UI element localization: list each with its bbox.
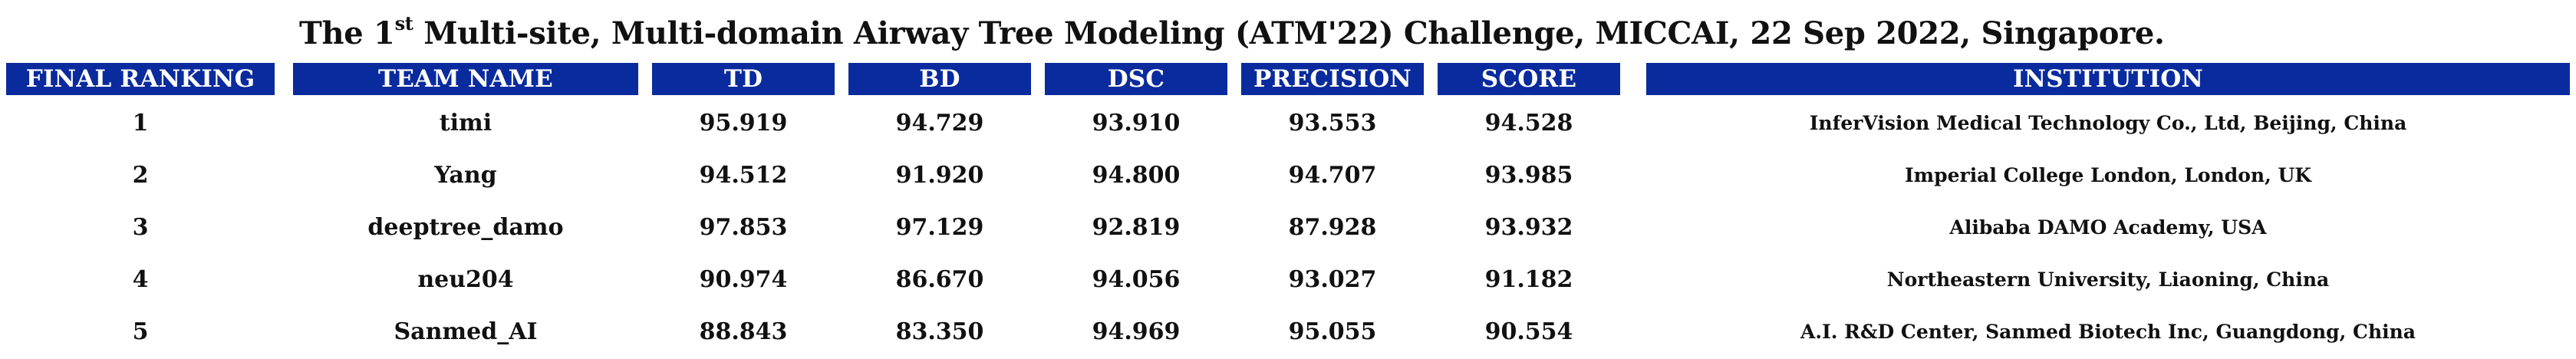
title-prefix: The 1 xyxy=(299,15,395,51)
cell-bd: 94.729 xyxy=(895,109,984,137)
table-row xyxy=(0,253,2576,305)
cell-dsc: 93.910 xyxy=(1092,109,1181,137)
title-superscript: st xyxy=(394,12,413,35)
cell-td: 95.919 xyxy=(699,109,788,137)
cell-precision: 87.928 xyxy=(1288,213,1377,241)
cell-team: Yang xyxy=(434,161,497,189)
cell-dsc: 92.819 xyxy=(1092,213,1181,241)
title-suffix: Multi-site, Multi-domain Airway Tree Modeling (ATM'22) Challenge, MICCAI, 22 Sep 2022, Singapore. xyxy=(413,15,2165,51)
table-row xyxy=(0,201,2576,253)
cell-td: 94.512 xyxy=(699,161,788,189)
header-team-name: TEAM NAME xyxy=(293,63,638,95)
cell-dsc: 94.056 xyxy=(1092,265,1181,293)
cell-institution: Imperial College London, London, UK xyxy=(1904,163,2312,186)
header-final-ranking: FINAL RANKING xyxy=(6,63,275,95)
page-title xyxy=(299,11,2165,57)
cell-bd: 91.920 xyxy=(895,161,984,189)
header-dsc: DSC xyxy=(1045,63,1227,95)
cell-rank: 5 xyxy=(132,318,149,345)
cell-team: deeptree_damo xyxy=(367,213,564,241)
cell-precision: 95.055 xyxy=(1288,318,1377,345)
cell-td: 88.843 xyxy=(699,318,788,345)
header-institution: INSTITUTION xyxy=(1646,63,2570,95)
cell-score: 91.182 xyxy=(1484,265,1573,293)
table-row xyxy=(0,149,2576,201)
cell-rank: 1 xyxy=(132,109,149,137)
cell-rank: 4 xyxy=(132,265,149,293)
cell-score: 93.932 xyxy=(1484,213,1573,241)
cell-institution: A.I. R&D Center, Sanmed Biotech Inc, Guangdong, China xyxy=(1800,320,2416,343)
cell-bd: 97.129 xyxy=(895,213,984,241)
table-row xyxy=(0,305,2576,357)
header-td: TD xyxy=(652,63,835,95)
table-row xyxy=(0,97,2576,149)
cell-precision: 93.027 xyxy=(1288,265,1377,293)
cell-team: Sanmed_AI xyxy=(394,318,538,345)
cell-team: neu204 xyxy=(417,265,514,293)
cell-institution: InferVision Medical Technology Co., Ltd, Beijing, China xyxy=(1809,111,2407,134)
cell-td: 97.853 xyxy=(699,213,788,241)
cell-institution: Alibaba DAMO Academy, USA xyxy=(1949,216,2267,239)
cell-precision: 94.707 xyxy=(1288,161,1377,189)
header-score: SCORE xyxy=(1438,63,1620,95)
cell-rank: 3 xyxy=(132,213,149,241)
cell-td: 90.974 xyxy=(699,265,788,293)
cell-team: timi xyxy=(439,109,492,137)
cell-dsc: 94.969 xyxy=(1092,318,1181,345)
cell-precision: 93.553 xyxy=(1288,109,1377,137)
cell-rank: 2 xyxy=(132,161,149,189)
cell-score: 93.985 xyxy=(1484,161,1573,189)
cell-bd: 86.670 xyxy=(895,265,984,293)
cell-bd: 83.350 xyxy=(895,318,984,345)
cell-dsc: 94.800 xyxy=(1092,161,1181,189)
header-bd: BD xyxy=(848,63,1031,95)
cell-score: 90.554 xyxy=(1484,318,1573,345)
cell-institution: Northeastern University, Liaoning, China xyxy=(1886,268,2330,291)
cell-score: 94.528 xyxy=(1484,109,1573,137)
header-precision: PRECISION xyxy=(1241,63,1424,95)
